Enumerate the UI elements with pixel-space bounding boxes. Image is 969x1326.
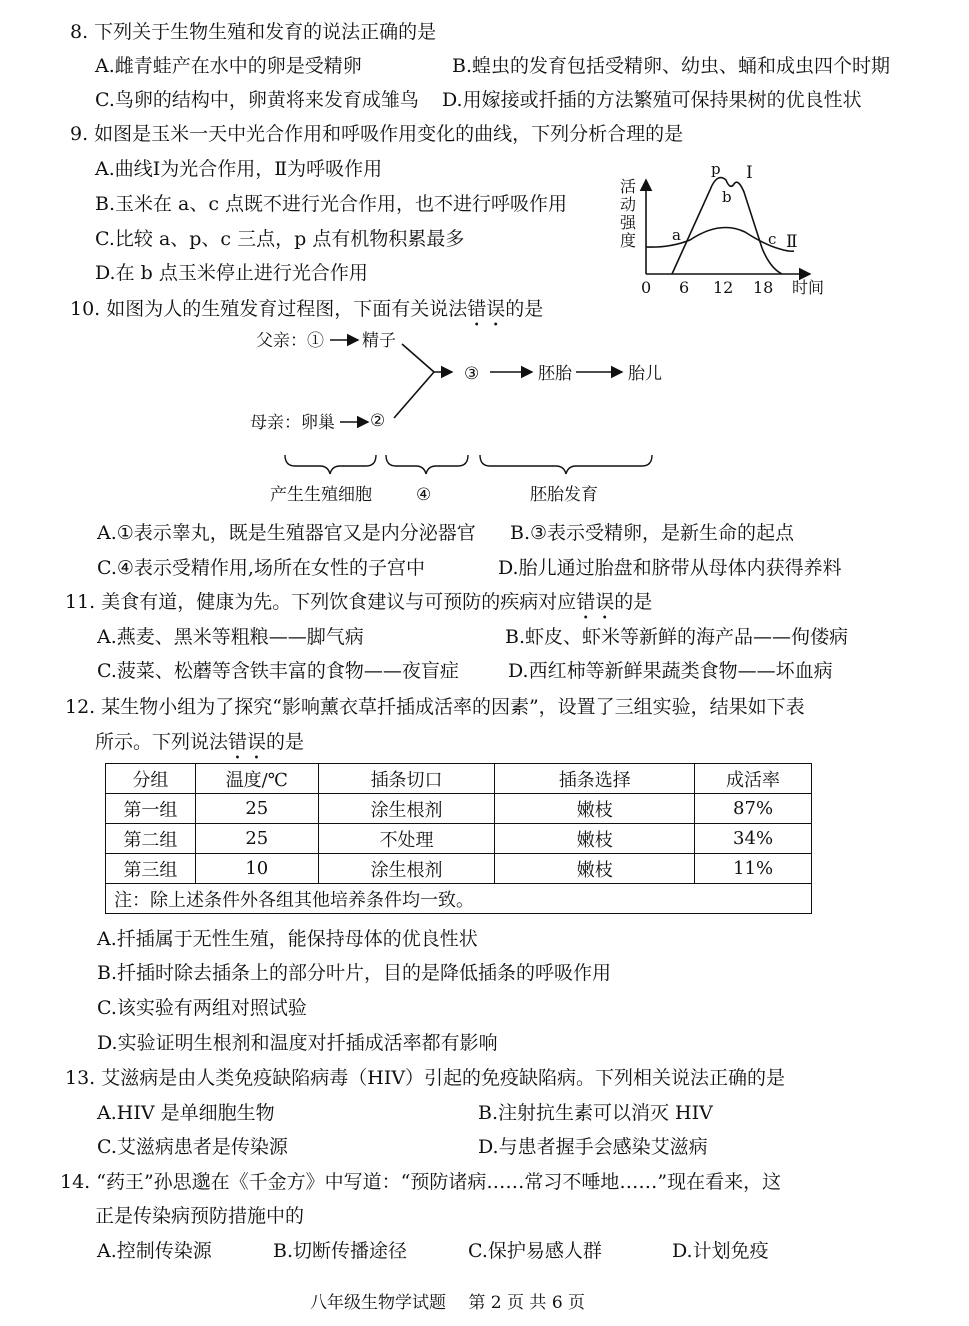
sperm-label: 精子 bbox=[362, 331, 396, 351]
table-row bbox=[106, 794, 812, 824]
q11-option-c: C.菠菜、松蘑等含铁丰富的食物——夜盲症 bbox=[97, 660, 459, 682]
q11-option-a: A.燕麦、黑米等粗粮——脚气病 bbox=[97, 626, 364, 648]
x-tick: 0 bbox=[641, 278, 652, 297]
table-cell: 11% bbox=[695, 854, 812, 884]
q8-option-c: C.鸟卵的结构中，卵黄将来发育成雏鸟 bbox=[95, 89, 419, 111]
header-cell: 插条选择 bbox=[495, 764, 695, 794]
q10-option-d: D.胎儿通过胎盘和脐带从母体内获得养料 bbox=[498, 557, 842, 579]
q13-option-a: A.HIV 是单细胞生物 bbox=[97, 1102, 275, 1124]
table-cell: 10 bbox=[195, 854, 318, 884]
q9-option-d: D.在 b 点玉米停止进行光合作用 bbox=[95, 262, 368, 284]
table-cell: 第三组 bbox=[106, 854, 196, 884]
table-cell: 涂生根剂 bbox=[318, 854, 495, 884]
father-label: 父亲：① bbox=[256, 331, 324, 351]
q10-stem: 10. 如图为人的生殖发育过程图，下面有关说法错误的是 bbox=[70, 298, 544, 320]
table-note: 注：除上述条件外各组其他培养条件均一致。 bbox=[106, 884, 812, 914]
table-cell: 25 bbox=[195, 794, 318, 824]
q11-option-d: D.西红柿等新鲜果蔬类食物——坏血病 bbox=[508, 660, 833, 682]
label-2: ② bbox=[370, 411, 386, 431]
q8-option-b: B.蝗虫的发育包括受精卵、幼虫、蛹和成虫四个时期 bbox=[452, 55, 891, 77]
table-cell: 25 bbox=[195, 824, 318, 854]
curve-1-label: Ⅰ bbox=[746, 163, 753, 183]
q8-option-a: A.雌青蛙产在水中的卵是受精卵 bbox=[95, 55, 362, 77]
table-row bbox=[106, 854, 812, 884]
y-label-char: 度 bbox=[620, 231, 637, 250]
header-cell: 成活率 bbox=[695, 764, 812, 794]
q13-option-d: D.与患者握手会感染艾滋病 bbox=[478, 1136, 708, 1158]
q14-option-b: B.切断传播途径 bbox=[273, 1240, 408, 1262]
q10-reproduction-diagram bbox=[240, 320, 680, 510]
q9-option-a: A.曲线Ⅰ为光合作用，Ⅱ为呼吸作用 bbox=[95, 158, 383, 180]
q9-stem: 9. 如图是玉米一天中光合作用和呼吸作用变化的曲线，下列分析合理的是 bbox=[70, 123, 684, 145]
table-cell: 嫩枝 bbox=[495, 794, 695, 824]
table-cell: 嫩枝 bbox=[495, 854, 695, 884]
stage-2-label: ④ bbox=[416, 485, 432, 505]
stage-1-label: 产生生殖细胞 bbox=[270, 485, 372, 505]
q8-stem: 8. 下列关于生物生殖和发育的说法正确的是 bbox=[70, 21, 437, 43]
q13-stem: 13. 艾滋病是由人类免疫缺陷病毒（HIV）引起的免疫缺陷病。下列相关说法正确的是 bbox=[65, 1067, 786, 1089]
table-cell: 不处理 bbox=[318, 824, 495, 854]
q13-option-c: C.艾滋病患者是传染源 bbox=[97, 1136, 288, 1158]
header-cell: 温度/℃ bbox=[195, 764, 318, 794]
point-b-label: b bbox=[722, 188, 732, 206]
table-cell: 87% bbox=[695, 794, 812, 824]
table-cell: 34% bbox=[695, 824, 812, 854]
q12-stem-cont: 所示。下列说法错误的是 bbox=[95, 731, 305, 753]
point-a-label: a bbox=[672, 226, 681, 244]
x-tick: 6 bbox=[679, 278, 690, 297]
q11-option-b: B.虾皮、虾米等新鲜的海产品——佝偻病 bbox=[505, 626, 849, 648]
x-tick: 12 bbox=[713, 278, 734, 297]
q13-option-b: B.注射抗生素可以消灭 HIV bbox=[478, 1102, 713, 1124]
q12-option-b: B.扦插时除去插条上的部分叶片，目的是降低插条的呼吸作用 bbox=[97, 962, 612, 984]
q10-option-b: B.③表示受精卵，是新生命的起点 bbox=[510, 522, 795, 544]
embryo-label: 胚胎 bbox=[538, 364, 572, 384]
q14-stem-cont: 正是传染病预防措施中的 bbox=[95, 1205, 305, 1227]
q10-option-a: A.①表示睾丸，既是生殖器官又是内分泌器官 bbox=[97, 522, 476, 544]
header-cell: 分组 bbox=[106, 764, 196, 794]
y-label-char: 强 bbox=[620, 213, 637, 232]
q12-option-d: D.实验证明生根剂和温度对扦插成活率都有影响 bbox=[97, 1032, 498, 1054]
mother-label: 母亲：卵巢 bbox=[250, 413, 335, 433]
q8-option-d: D.用嫁接或扦插的方法繁殖可保持果树的优良性状 bbox=[442, 89, 862, 111]
q14-option-d: D.计划免疫 bbox=[672, 1240, 769, 1262]
q10-option-c: C.④表示受精作用,场所在女性的子宫中 bbox=[97, 557, 425, 579]
x-tick: 18 bbox=[753, 278, 774, 297]
q9-option-b: B.玉米在 a、c 点既不进行光合作用，也不进行呼吸作用 bbox=[95, 193, 568, 215]
label-3: ③ bbox=[464, 364, 480, 384]
q12-stem: 12. 某生物小组为了探究“影响薰衣草扦插成活率的因素”，设置了三组实验，结果如下表 bbox=[65, 696, 805, 718]
table-row bbox=[106, 824, 812, 854]
q14-option-c: C.保护易感人群 bbox=[468, 1240, 602, 1262]
q12-results-table bbox=[105, 763, 812, 914]
x-axis-label: 时间 bbox=[792, 278, 825, 297]
y-label-char: 动 bbox=[620, 195, 637, 214]
point-c-label: c bbox=[768, 230, 777, 248]
q14-stem: 14. “药王”孙思邈在《千金方》中写道：“预防诸病……常习不唾地……”现在看来，这 bbox=[60, 1171, 782, 1193]
point-p-label: p bbox=[711, 160, 721, 178]
q14-option-a: A.控制传染源 bbox=[97, 1240, 212, 1262]
fetus-label: 胎儿 bbox=[628, 364, 662, 384]
table-cell: 嫩枝 bbox=[495, 824, 695, 854]
page-footer: 八年级生物学试题 第 2 页 共 6 页 bbox=[310, 1293, 586, 1313]
table-cell: 第一组 bbox=[106, 794, 196, 824]
table-note-row bbox=[106, 884, 812, 914]
y-label-char: 活 bbox=[620, 177, 637, 196]
table-cell: 第二组 bbox=[106, 824, 196, 854]
q9-option-c: C.比较 a、p、c 三点，p 点有机物积累最多 bbox=[95, 228, 465, 250]
table-cell: 涂生根剂 bbox=[318, 794, 495, 824]
header-cell: 插条切口 bbox=[318, 764, 495, 794]
curve-2-label: Ⅱ bbox=[786, 232, 798, 252]
q12-option-a: A.扦插属于无性生殖，能保持母体的优良性状 bbox=[97, 928, 478, 950]
table-header-row bbox=[106, 764, 812, 794]
q12-option-c: C.该实验有两组对照试验 bbox=[97, 997, 307, 1019]
stage-3-label: 胚胎发育 bbox=[530, 485, 598, 505]
q11-stem: 11. 美食有道，健康为先。下列饮食建议与可预防的疾病对应错误的是 bbox=[65, 591, 653, 613]
q9-activity-chart bbox=[610, 150, 840, 300]
